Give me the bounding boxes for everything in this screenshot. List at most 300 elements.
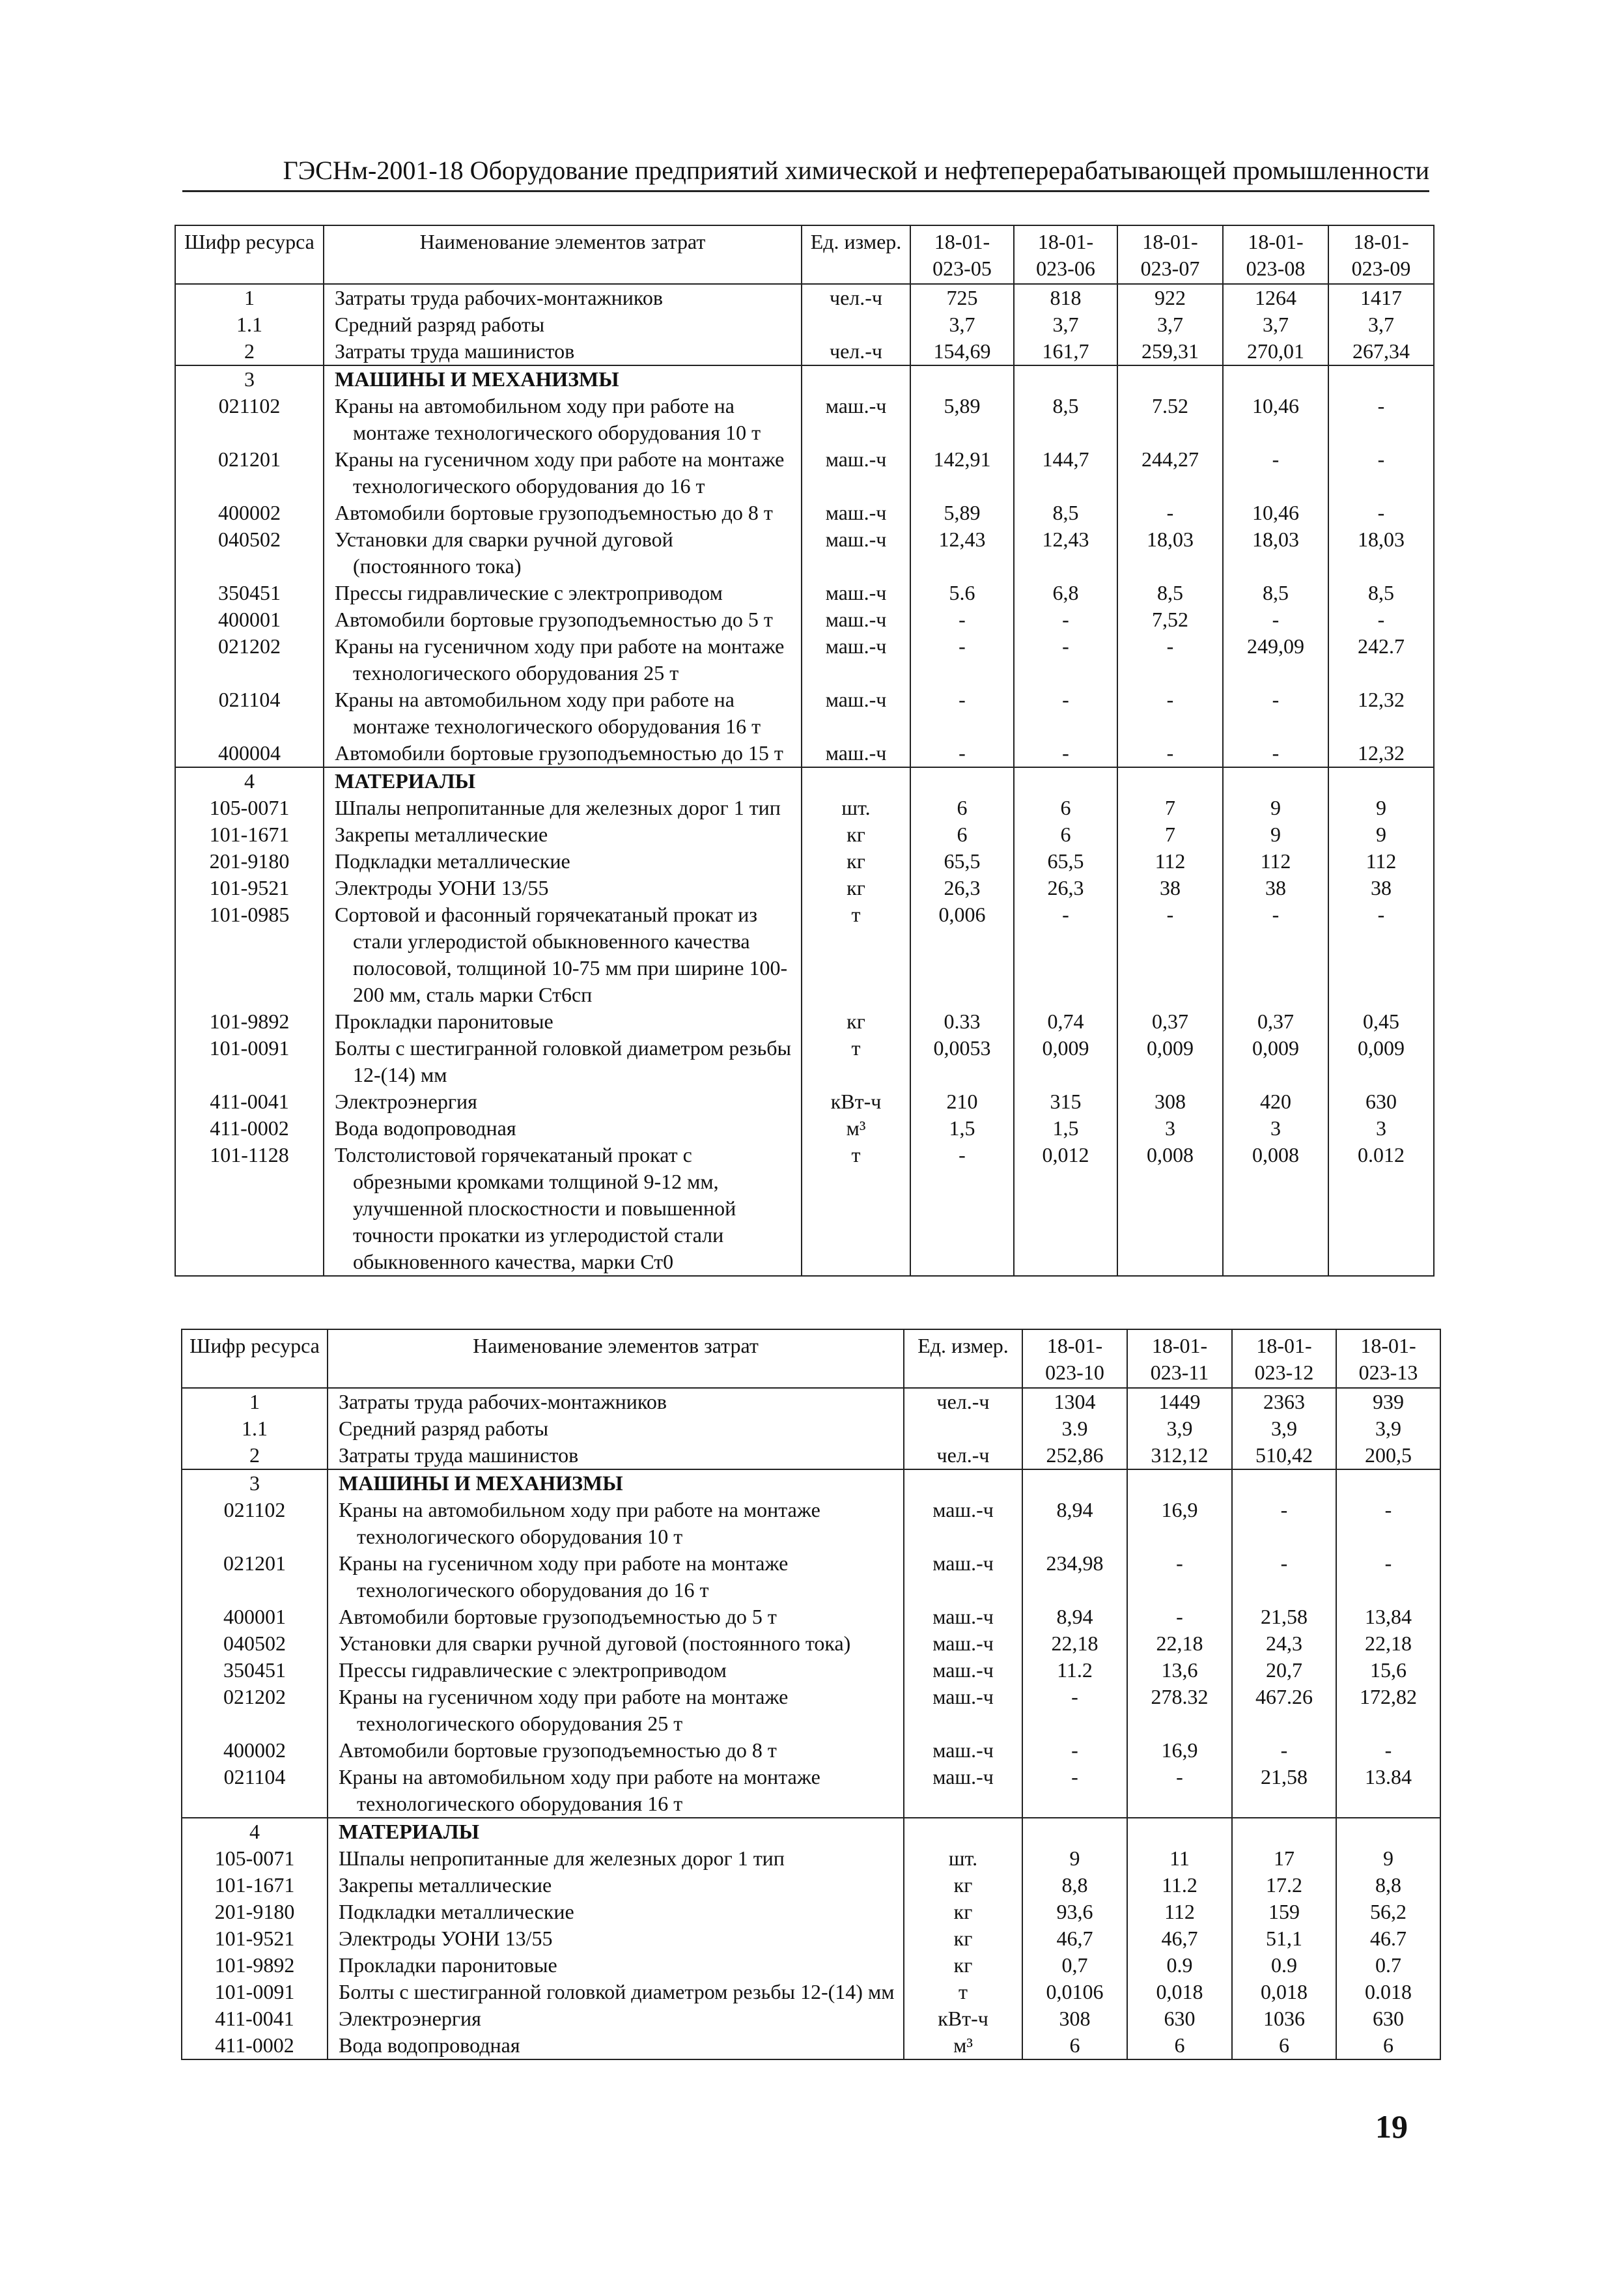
table-row bbox=[175, 1088, 1434, 1115]
value-cell: 0,37 bbox=[1223, 1008, 1328, 1035]
table-row bbox=[175, 446, 1434, 500]
value-cell: 13.84 bbox=[1336, 1764, 1440, 1818]
value-cell: 9 bbox=[1336, 1845, 1440, 1872]
unit-cell: маш.-ч bbox=[802, 393, 910, 446]
value-cell: 8,5 bbox=[1328, 580, 1434, 606]
resource-name-text: Болты с шестигранной головкой диаметром резьбы 12-(14) мм bbox=[339, 1980, 895, 2003]
unit-cell bbox=[802, 311, 910, 338]
resource-name bbox=[324, 580, 802, 606]
value-cell: 13,84 bbox=[1336, 1604, 1440, 1630]
value-cell: 17 bbox=[1232, 1845, 1336, 1872]
unit-cell: т bbox=[904, 1979, 1022, 2005]
value-cell: - bbox=[1014, 633, 1117, 686]
value-cell: 46,7 bbox=[1022, 1925, 1127, 1952]
resource-code: 101-1671 bbox=[182, 1872, 328, 1899]
value-cell: 244,27 bbox=[1117, 446, 1223, 500]
value-cell: - bbox=[1223, 686, 1328, 740]
resource-name bbox=[324, 338, 802, 365]
unit-cell: т bbox=[802, 1142, 910, 1276]
value-cell: - bbox=[1117, 633, 1223, 686]
value-cell: 6 bbox=[910, 795, 1014, 821]
value-cell bbox=[1223, 767, 1328, 795]
value-cell: 24,3 bbox=[1232, 1630, 1336, 1657]
value-cell: - bbox=[1117, 901, 1223, 1008]
value-cell: 7,52 bbox=[1117, 606, 1223, 633]
value-cell: 10,46 bbox=[1223, 393, 1328, 446]
resource-code: 101-9892 bbox=[175, 1008, 324, 1035]
resource-name-text: Автомобили бортовые грузоподъемностью до 5 т bbox=[339, 1605, 777, 1628]
resource-name-text: МАТЕРИАЛЫ bbox=[339, 1820, 479, 1843]
value-cell: - bbox=[1223, 446, 1328, 500]
table-row bbox=[182, 2005, 1440, 2032]
value-cell: 1,5 bbox=[1014, 1115, 1117, 1142]
table-row bbox=[175, 1008, 1434, 1035]
resource-code: 411-0002 bbox=[182, 2032, 328, 2059]
resource-code: 101-9521 bbox=[175, 875, 324, 901]
resource-name bbox=[324, 1142, 802, 1276]
resource-code: 400002 bbox=[175, 500, 324, 526]
resource-table-1 bbox=[175, 225, 1435, 1277]
value-cell: 0,0053 bbox=[910, 1035, 1014, 1088]
resource-name-text: Электроэнергия bbox=[339, 2007, 481, 2030]
value-cell: 242.7 bbox=[1328, 633, 1434, 686]
value-cell bbox=[1127, 1469, 1232, 1497]
value-cell: - bbox=[1328, 393, 1434, 446]
value-cell: - bbox=[1336, 1550, 1440, 1604]
value-cell: 630 bbox=[1336, 2005, 1440, 2032]
value-cell: 315 bbox=[1014, 1088, 1117, 1115]
value-cell: - bbox=[910, 686, 1014, 740]
value-cell: 3,9 bbox=[1232, 1415, 1336, 1442]
table-row bbox=[182, 1497, 1440, 1550]
unit-cell: кг bbox=[802, 875, 910, 901]
resource-name-text: Автомобили бортовые грузоподъемностью до 8 т bbox=[335, 501, 773, 524]
value-cell: 0,008 bbox=[1223, 1142, 1328, 1276]
resource-name-text: Сортовой и фасонный горячекатаный прокат из стали углеродистой обыкновенного качества полосовой, толщиной 10-75 мм при ширине 100-200 мм, сталь марки Ст6сп bbox=[335, 903, 788, 1006]
resource-name bbox=[324, 393, 802, 446]
table-row bbox=[175, 686, 1434, 740]
value-cell: 0.7 bbox=[1336, 1952, 1440, 1979]
value-cell: 0,006 bbox=[910, 901, 1014, 1008]
resource-code: 201-9180 bbox=[175, 848, 324, 875]
value-cell: 8,94 bbox=[1022, 1497, 1127, 1550]
resource-name-text: МАТЕРИАЛЫ bbox=[335, 769, 475, 793]
resource-name bbox=[328, 1497, 904, 1550]
table-row bbox=[182, 1979, 1440, 2005]
resource-code: 2 bbox=[175, 338, 324, 365]
value-cell: - bbox=[1328, 606, 1434, 633]
page-number: 19 bbox=[1375, 2108, 1408, 2145]
value-cell: 267,34 bbox=[1328, 338, 1434, 365]
value-cell: - bbox=[1014, 740, 1117, 767]
value-cell: 270,01 bbox=[1223, 338, 1328, 365]
table-row bbox=[182, 1845, 1440, 1872]
unit-cell bbox=[802, 767, 910, 795]
value-cell: - bbox=[1117, 686, 1223, 740]
column-header: 18-01- 023-11 bbox=[1127, 1329, 1232, 1388]
value-cell: 18,03 bbox=[1223, 526, 1328, 580]
resource-code: 411-0041 bbox=[182, 2005, 328, 2032]
resource-name bbox=[328, 1818, 904, 1845]
value-cell: 172,82 bbox=[1336, 1684, 1440, 1737]
value-cell: 22,18 bbox=[1336, 1630, 1440, 1657]
resource-name bbox=[328, 1764, 904, 1818]
value-cell: 8,5 bbox=[1014, 393, 1117, 446]
column-header: Шифр ресурса bbox=[182, 1329, 328, 1388]
value-cell: 922 bbox=[1117, 284, 1223, 311]
resource-name bbox=[324, 821, 802, 848]
table-row bbox=[182, 1925, 1440, 1952]
header-rule bbox=[182, 190, 1429, 192]
resource-code: 1 bbox=[182, 1388, 328, 1415]
resource-name-text: Средний разряд работы bbox=[339, 1417, 549, 1440]
resource-code: 411-0041 bbox=[175, 1088, 324, 1115]
value-cell: 8,5 bbox=[1117, 580, 1223, 606]
value-cell: - bbox=[1022, 1737, 1127, 1764]
value-cell: 65,5 bbox=[1014, 848, 1117, 875]
value-cell: 22,18 bbox=[1127, 1630, 1232, 1657]
value-cell: 725 bbox=[910, 284, 1014, 311]
table-row bbox=[175, 795, 1434, 821]
resource-code: 400001 bbox=[175, 606, 324, 633]
resource-name bbox=[324, 740, 802, 767]
value-cell: 7 bbox=[1117, 821, 1223, 848]
table-row bbox=[182, 1469, 1440, 1497]
resource-name bbox=[324, 1088, 802, 1115]
resource-code: 3 bbox=[182, 1469, 328, 1497]
value-cell: 7.52 bbox=[1117, 393, 1223, 446]
unit-cell: маш.-ч bbox=[802, 606, 910, 633]
value-cell: 12,43 bbox=[1014, 526, 1117, 580]
value-cell: 6 bbox=[1022, 2032, 1127, 2059]
unit-cell bbox=[802, 365, 910, 393]
value-cell: 15,6 bbox=[1336, 1657, 1440, 1684]
value-cell: 21,58 bbox=[1232, 1764, 1336, 1818]
resource-code: 1.1 bbox=[175, 311, 324, 338]
unit-cell: маш.-ч bbox=[904, 1550, 1022, 1604]
resource-code: 021201 bbox=[175, 446, 324, 500]
table-row bbox=[175, 767, 1434, 795]
value-cell: - bbox=[1022, 1764, 1127, 1818]
resource-name bbox=[324, 848, 802, 875]
value-cell: 3 bbox=[1328, 1115, 1434, 1142]
column-header: 18-01- 023-05 bbox=[910, 225, 1014, 284]
value-cell: 0,009 bbox=[1223, 1035, 1328, 1088]
value-cell bbox=[910, 767, 1014, 795]
value-cell: 3,9 bbox=[1336, 1415, 1440, 1442]
unit-cell: маш.-ч bbox=[802, 740, 910, 767]
value-cell bbox=[1232, 1818, 1336, 1845]
value-cell bbox=[1232, 1469, 1336, 1497]
value-cell: - bbox=[1014, 686, 1117, 740]
value-cell: 6 bbox=[1232, 2032, 1336, 2059]
value-cell: - bbox=[910, 740, 1014, 767]
table-row bbox=[175, 821, 1434, 848]
value-cell: 112 bbox=[1328, 848, 1434, 875]
resource-name bbox=[324, 633, 802, 686]
resource-name-text: Краны на гусеничном ходу при работе на монтаже технологического оборудования 25 т bbox=[335, 634, 785, 685]
resource-name bbox=[328, 1899, 904, 1925]
value-cell: 5.6 bbox=[910, 580, 1014, 606]
resource-name-text: Затраты труда рабочих-монтажников bbox=[335, 286, 663, 309]
value-cell: 51,1 bbox=[1232, 1925, 1336, 1952]
table-row bbox=[182, 1684, 1440, 1737]
value-cell: 1036 bbox=[1232, 2005, 1336, 2032]
value-cell: - bbox=[1223, 606, 1328, 633]
value-cell: 10,46 bbox=[1223, 500, 1328, 526]
resource-code: 101-0091 bbox=[175, 1035, 324, 1088]
resource-name-text: МАШИНЫ И МЕХАНИЗМЫ bbox=[339, 1471, 623, 1495]
value-cell: - bbox=[1223, 740, 1328, 767]
resource-name bbox=[324, 795, 802, 821]
resource-name bbox=[328, 1442, 904, 1469]
resource-name-text: Закрепы металлические bbox=[335, 823, 548, 846]
table-row bbox=[182, 1872, 1440, 1899]
column-header: 18-01- 023-09 bbox=[1328, 225, 1434, 284]
value-cell: 939 bbox=[1336, 1388, 1440, 1415]
column-header: Шифр ресурса bbox=[175, 225, 324, 284]
value-cell: 8,5 bbox=[1223, 580, 1328, 606]
value-cell bbox=[1014, 767, 1117, 795]
resource-name-text: Вода водопроводная bbox=[339, 2033, 520, 2057]
value-cell: 144,7 bbox=[1014, 446, 1117, 500]
resource-name-text: Автомобили бортовые грузоподъемностью до 8 т bbox=[339, 1738, 777, 1762]
resource-name bbox=[328, 1630, 904, 1657]
value-cell: 56,2 bbox=[1336, 1899, 1440, 1925]
resource-code: 350451 bbox=[175, 580, 324, 606]
value-cell: - bbox=[1336, 1497, 1440, 1550]
table-row bbox=[175, 1142, 1434, 1276]
unit-cell: маш.-ч bbox=[904, 1657, 1022, 1684]
value-cell: 38 bbox=[1117, 875, 1223, 901]
resource-code: 3 bbox=[175, 365, 324, 393]
value-cell: 3 bbox=[1117, 1115, 1223, 1142]
unit-cell: кг bbox=[904, 1952, 1022, 1979]
value-cell: 3,9 bbox=[1127, 1415, 1232, 1442]
value-cell: 13,6 bbox=[1127, 1657, 1232, 1684]
table-row bbox=[175, 393, 1434, 446]
page-header: ГЭСНм-2001-18 Оборудование предприятий химической и нефтеперерабатывающей промышленности bbox=[283, 156, 1429, 185]
unit-cell: маш.-ч bbox=[904, 1604, 1022, 1630]
value-cell: 26,3 bbox=[1014, 875, 1117, 901]
resource-name-text: Установки для сварки ручной дуговой (постоянного тока) bbox=[335, 528, 673, 578]
value-cell: 249,09 bbox=[1223, 633, 1328, 686]
value-cell: 9 bbox=[1022, 1845, 1127, 1872]
resource-code: 021201 bbox=[182, 1550, 328, 1604]
unit-cell: шт. bbox=[904, 1845, 1022, 1872]
unit-cell: маш.-ч bbox=[802, 686, 910, 740]
resource-name bbox=[324, 767, 802, 795]
value-cell: 5,89 bbox=[910, 500, 1014, 526]
resource-code: 350451 bbox=[182, 1657, 328, 1684]
value-cell: 5,89 bbox=[910, 393, 1014, 446]
resource-name bbox=[328, 1657, 904, 1684]
value-cell: 510,42 bbox=[1232, 1442, 1336, 1469]
resource-name bbox=[328, 1469, 904, 1497]
resource-name bbox=[328, 1979, 904, 2005]
value-cell: 1449 bbox=[1127, 1388, 1232, 1415]
resource-name-text: Подкладки металлические bbox=[335, 849, 570, 873]
unit-cell: кг bbox=[802, 821, 910, 848]
value-cell: 159 bbox=[1232, 1899, 1336, 1925]
value-cell: 9 bbox=[1328, 821, 1434, 848]
value-cell: 9 bbox=[1223, 795, 1328, 821]
value-cell: 1264 bbox=[1223, 284, 1328, 311]
table-row bbox=[175, 526, 1434, 580]
value-cell: 0,7 bbox=[1022, 1952, 1127, 1979]
value-cell: 26,3 bbox=[910, 875, 1014, 901]
resource-name-text: Прессы гидравлические с электроприводом bbox=[335, 581, 723, 604]
value-cell: 210 bbox=[910, 1088, 1014, 1115]
value-cell bbox=[1223, 365, 1328, 393]
value-cell: 12,43 bbox=[910, 526, 1014, 580]
value-cell: 6 bbox=[1127, 2032, 1232, 2059]
resource-name-text: Прокладки паронитовые bbox=[339, 1953, 557, 1977]
column-header: 18-01- 023-08 bbox=[1223, 225, 1328, 284]
resource-name bbox=[328, 1684, 904, 1737]
value-cell bbox=[1117, 767, 1223, 795]
value-cell: 18,03 bbox=[1328, 526, 1434, 580]
resource-name bbox=[324, 875, 802, 901]
resource-name bbox=[328, 1388, 904, 1415]
resource-code: 101-0091 bbox=[182, 1979, 328, 2005]
unit-cell: маш.-ч bbox=[802, 500, 910, 526]
value-cell: 16,9 bbox=[1127, 1737, 1232, 1764]
value-cell bbox=[1117, 365, 1223, 393]
value-cell: 3,7 bbox=[1223, 311, 1328, 338]
unit-cell: т bbox=[802, 1035, 910, 1088]
value-cell: 420 bbox=[1223, 1088, 1328, 1115]
table-row bbox=[175, 848, 1434, 875]
table-row bbox=[182, 1415, 1440, 1442]
resource-name bbox=[328, 1737, 904, 1764]
value-cell: 22,18 bbox=[1022, 1630, 1127, 1657]
resource-name-text: Электроды УОНИ 13/55 bbox=[335, 876, 549, 899]
resource-code: 2 bbox=[182, 1442, 328, 1469]
value-cell bbox=[1127, 1818, 1232, 1845]
value-cell bbox=[1328, 767, 1434, 795]
table-row bbox=[182, 1952, 1440, 1979]
value-cell: 0.9 bbox=[1127, 1952, 1232, 1979]
value-cell: - bbox=[1336, 1737, 1440, 1764]
value-cell: 12,32 bbox=[1328, 686, 1434, 740]
value-cell: 308 bbox=[1022, 2005, 1127, 2032]
resource-code: 1 bbox=[175, 284, 324, 311]
resource-name-text: Краны на автомобильном ходу при работе на монтаже технологического оборудования 10 т bbox=[335, 394, 761, 444]
resource-name-text: Болты с шестигранной головкой диаметром резьбы 12-(14) мм bbox=[335, 1036, 791, 1086]
value-cell bbox=[910, 365, 1014, 393]
resource-code: 101-9521 bbox=[182, 1925, 328, 1952]
resource-name-text: Шпалы непропитанные для железных дорог 1 тип bbox=[335, 796, 781, 819]
table-row bbox=[175, 338, 1434, 365]
resource-name-text: Краны на гусеничном ходу при работе на монтаже технологического оборудования 25 т bbox=[339, 1685, 789, 1735]
column-header: Наименование элементов затрат bbox=[324, 225, 802, 284]
value-cell: 8,8 bbox=[1022, 1872, 1127, 1899]
header-row bbox=[182, 1329, 1440, 1388]
resource-name-text: Краны на автомобильном ходу при работе на монтаже технологического оборудования 16 т bbox=[339, 1765, 820, 1815]
value-cell: - bbox=[1022, 1684, 1127, 1737]
resource-name-text: Краны на гусеничном ходу при работе на монтаже технологического оборудования до 16 т bbox=[335, 447, 785, 498]
unit-cell: маш.-ч bbox=[904, 1684, 1022, 1737]
value-cell: 0.018 bbox=[1336, 1979, 1440, 2005]
value-cell: 2363 bbox=[1232, 1388, 1336, 1415]
value-cell: 467.26 bbox=[1232, 1684, 1336, 1737]
value-cell: 112 bbox=[1223, 848, 1328, 875]
value-cell: 6 bbox=[910, 821, 1014, 848]
table-row bbox=[182, 2032, 1440, 2059]
value-cell: 818 bbox=[1014, 284, 1117, 311]
resource-code: 101-0985 bbox=[175, 901, 324, 1008]
resource-code: 4 bbox=[175, 767, 324, 795]
value-cell: 3 bbox=[1223, 1115, 1328, 1142]
value-cell: 1304 bbox=[1022, 1388, 1127, 1415]
value-cell: 18,03 bbox=[1117, 526, 1223, 580]
resource-name bbox=[324, 526, 802, 580]
value-cell: - bbox=[1014, 901, 1117, 1008]
resource-name-text: Закрепы металлические bbox=[339, 1873, 552, 1897]
table-row bbox=[175, 633, 1434, 686]
resource-code: 101-1671 bbox=[175, 821, 324, 848]
unit-cell: кВт-ч bbox=[802, 1088, 910, 1115]
value-cell: - bbox=[1328, 446, 1434, 500]
resource-name bbox=[328, 2032, 904, 2059]
value-cell: - bbox=[1232, 1497, 1336, 1550]
value-cell: 0,008 bbox=[1117, 1142, 1223, 1276]
table-row bbox=[175, 284, 1434, 311]
value-cell: 46.7 bbox=[1336, 1925, 1440, 1952]
value-cell: 3,7 bbox=[1117, 311, 1223, 338]
resource-name bbox=[328, 1604, 904, 1630]
value-cell: 0,009 bbox=[1117, 1035, 1223, 1088]
value-cell: 16,9 bbox=[1127, 1497, 1232, 1550]
value-cell: - bbox=[1328, 500, 1434, 526]
value-cell: 0.9 bbox=[1232, 1952, 1336, 1979]
resource-name bbox=[324, 901, 802, 1008]
value-cell: 0,74 bbox=[1014, 1008, 1117, 1035]
resource-name bbox=[328, 1925, 904, 1952]
resource-code: 4 bbox=[182, 1818, 328, 1845]
unit-cell: м³ bbox=[802, 1115, 910, 1142]
unit-cell: маш.-ч bbox=[802, 526, 910, 580]
table-row bbox=[175, 606, 1434, 633]
table-row bbox=[182, 1764, 1440, 1818]
resource-name bbox=[324, 1035, 802, 1088]
value-cell: 0,009 bbox=[1014, 1035, 1117, 1088]
unit-cell: маш.-ч bbox=[904, 1497, 1022, 1550]
value-cell: 1,5 bbox=[910, 1115, 1014, 1142]
value-cell: 0,45 bbox=[1328, 1008, 1434, 1035]
column-header: 18-01- 023-06 bbox=[1014, 225, 1117, 284]
value-cell: 6 bbox=[1014, 821, 1117, 848]
resource-name-text: Шпалы непропитанные для железных дорог 1 тип bbox=[339, 1846, 785, 1870]
value-cell: 8,5 bbox=[1014, 500, 1117, 526]
unit-cell: шт. bbox=[802, 795, 910, 821]
value-cell: 6 bbox=[1336, 2032, 1440, 2059]
value-cell: 38 bbox=[1223, 875, 1328, 901]
resource-name bbox=[328, 1550, 904, 1604]
value-cell: 630 bbox=[1328, 1088, 1434, 1115]
value-cell: 8,8 bbox=[1336, 1872, 1440, 1899]
value-cell: 0,0106 bbox=[1022, 1979, 1127, 2005]
resource-name bbox=[324, 1115, 802, 1142]
table-row bbox=[182, 1899, 1440, 1925]
unit-cell: маш.-ч bbox=[802, 446, 910, 500]
resource-code: 105-0071 bbox=[182, 1845, 328, 1872]
resource-name bbox=[328, 1845, 904, 1872]
unit-cell: кВт-ч bbox=[904, 2005, 1022, 2032]
table-row bbox=[182, 1388, 1440, 1415]
value-cell: - bbox=[910, 1142, 1014, 1276]
